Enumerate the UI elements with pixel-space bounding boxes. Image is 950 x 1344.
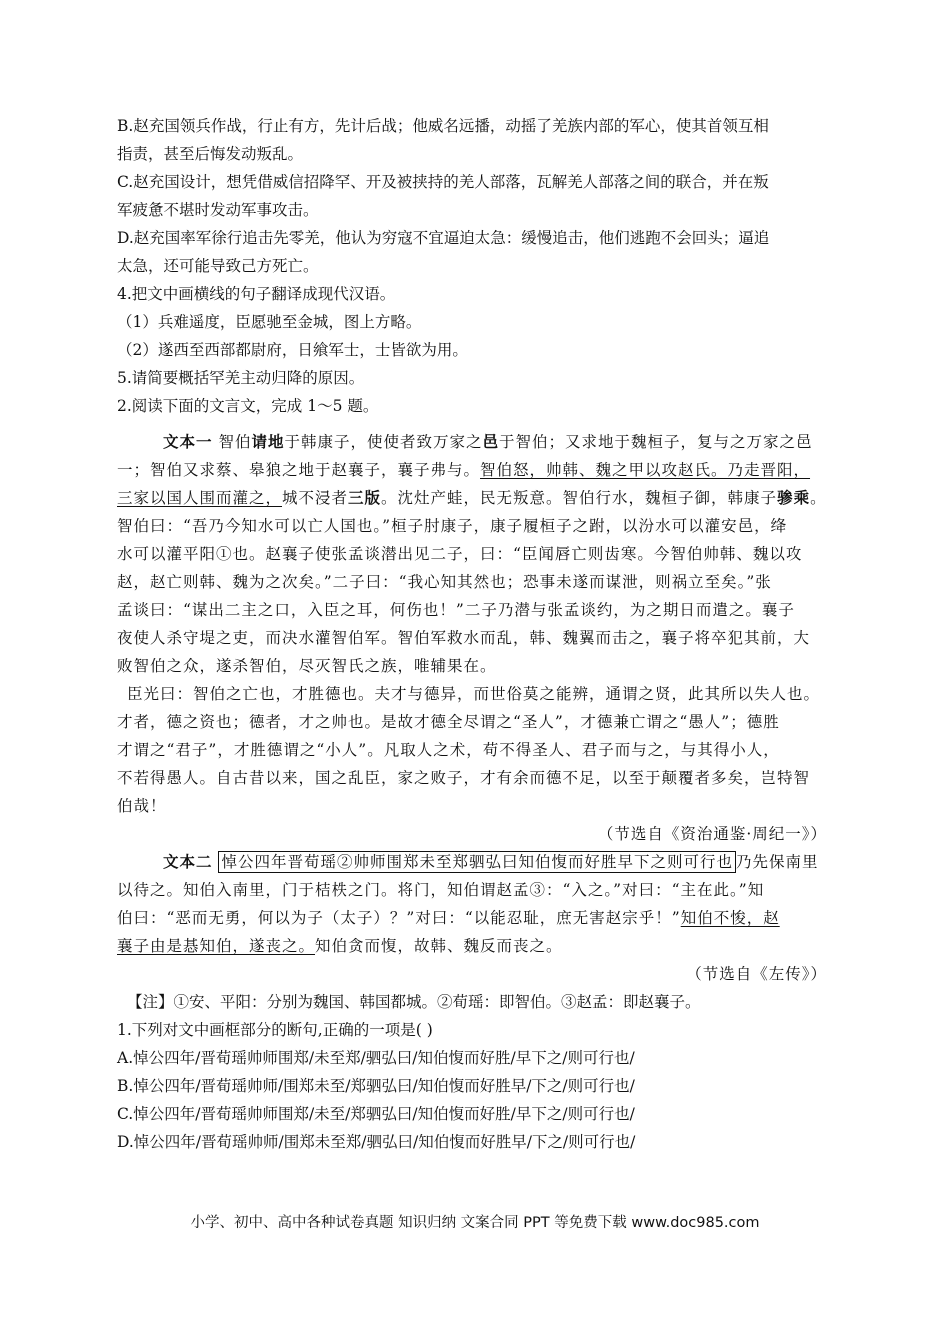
text1-para2-line-2: 才者，德之资也；德者，才之帅也。是故才德全尽谓之“圣人”，才德兼亡谓之“愚人”；德胜: [117, 713, 780, 731]
text2-line-4: 襄子由是惎知伯，遂丧之。知伯贪而愎，故韩、魏反而丧之。: [117, 937, 563, 955]
question-1-stem: 1.下列对文中画框部分的断句,正确的一项是( ): [117, 1021, 433, 1039]
underlined-sentence: 智伯怒，帅韩、魏之甲以攻赵氏。乃走晋阳，: [480, 461, 811, 479]
option-c-line-1: C.赵充国设计，想凭借威信招降罕、开及被挟持的羌人部落，瓦解羌人部落之间的联合，并在叛: [117, 173, 769, 191]
underlined-sentence: 知伯不悛，赵: [680, 909, 780, 927]
question-5-stem: 5.请简要概括罕羌主动归降的原因。: [117, 369, 365, 387]
text2-label: 文本二: [163, 852, 213, 871]
question-1-option-c[interactable]: C.悼公四年/晋荀瑶帅师围郑/未至/郑驷弘曰/知伯愎而好胜/早下之/则可行也/: [117, 1105, 635, 1123]
text1-para2-line-1: 臣光曰：智伯之亡也，才胜德也。夫才与德异，而世俗莫之能辨，通谓之贤，此其所以失人也。: [127, 685, 821, 703]
option-b-line-2: 指责，甚至后悔发动叛乱。: [117, 145, 304, 163]
page-footer: 小学、初中、高中各种试卷真题 知识归纳 文案合同 PPT 等免费下载 www.doc985.com: [190, 1215, 760, 1231]
question-4-sentence-2: （2）遂西至西部都尉府，日飨军士，士皆欲为用。: [117, 341, 468, 359]
question-4-stem: 4.把文中画横线的句子翻译成现代汉语。: [117, 285, 396, 303]
text1-line-7: 孟谈曰：“谋出二主之口，入臣之耳，何伤也！”二子乃潜与张孟谈约，为之期日而遣之。襄子: [117, 601, 795, 619]
text2-line-3: 伯曰：“恶而无勇，何以为子（太子）？”对曰：“以能忍耻，庶无害赵宗乎！”知伯不悛，赵: [117, 909, 780, 927]
question-1-option-d[interactable]: D.悼公四年/晋荀瑶帅师/围郑未至郑/驷弘曰/知伯愎而好胜早/下之/则可行也/: [117, 1133, 636, 1151]
text1-line-8: 夜使人杀守堤之吏，而决水灌智伯军。智伯军救水而乱，韩、魏翼而击之，襄子将卒犯其前，大: [117, 629, 811, 647]
annotation-note: 【注】①安、平阳：分别为魏国、韩国都城。②荀瑶：即智伯。③赵孟：即赵襄子。: [127, 993, 701, 1011]
text2-line-1: 文本二 悼公四年晋荀瑶②帅师围郑未至郑驷弘曰知伯愎而好胜早下之则可行也 乃先保南里: [163, 852, 819, 871]
option-d-line-2: 太急，还可能导致己方死亡。: [117, 257, 319, 275]
text2-source: （节选自《左传》）: [686, 965, 827, 983]
text1-para2-line-3: 才谓之“君子”，才胜德谓之“小人”。凡取人之术，苟不得圣人、君子而与之，与其得小人，: [117, 741, 780, 759]
text2-line-2: 以待之。知伯入南里，门于桔柣之门。将门，知伯谓赵孟③：“入之。”对曰：“主在此。”知: [117, 881, 765, 899]
page-content: [117, 112, 837, 1156]
text1-para2-line-5: 伯哉！: [117, 797, 167, 815]
text1-label: 文本一: [163, 432, 213, 451]
question-1-option-a[interactable]: A.悼公四年/晋荀瑶帅师围郑/未至郑/驷弘曰/知伯愎而好胜/早下之/则可行也/: [117, 1049, 635, 1067]
text1-para2-line-4: 不若得愚人。自古昔以来，国之乱臣，家之败子，才有余而德不足，以至于颠覆者多矣，岂特智: [117, 769, 811, 787]
option-c-line-2: 军疲惫不堪时发动军事攻击。: [117, 201, 319, 219]
text1-line-4: 智伯曰：“吾乃今知水可以亡人国也。”桓子肘康子，康子履桓子之跗，以汾水可以灌安邑，绛: [117, 517, 788, 535]
text1-line-2: 一；智伯又求蔡、皋狼之地于赵襄子，襄子弗与。智伯怒，帅韩、魏之甲以攻赵氏。乃走晋阳，: [117, 461, 811, 479]
text1-source: （节选自《资治通鉴·周纪一》）: [597, 825, 827, 843]
text1-line-1: 文本一 智伯请地于韩康子，使使者致万家之邑于智伯；又求地于魏桓子，复与之万家之邑: [163, 432, 813, 451]
question-4-sentence-1: （1）兵难遥度，臣愿驰至金城，图上方略。: [117, 313, 422, 331]
section-2-intro: 2.阅读下面的文言文，完成 1～5 题。: [117, 397, 379, 415]
underlined-sentence: 三家以国人围而灌之，: [117, 489, 283, 507]
text1-line-5: 水可以灌平阳①也。赵襄子使张孟谈潜出见二子，曰：“臣闻唇亡则齿寒。今智伯帅韩、魏以攻: [117, 545, 803, 563]
text1-line-9: 败智伯之众，遂杀智伯，尽灭智氏之族，唯辅果在。: [117, 657, 497, 675]
option-b-line-1: B.赵充国领兵作战，行止有方，先计后战；他威名远播，动摇了羌族内部的军心，使其首领互相: [117, 117, 769, 135]
boxed-passage: 悼公四年晋荀瑶②帅师围郑未至郑驷弘曰知伯愎而好胜早下之则可行也: [218, 851, 736, 873]
text1-line-6: 赵，赵亡则韩、魏为之次矣。”二子曰：“我心知其然也；恐事未遂而谋泄，则祸立至矣。”张: [117, 573, 772, 591]
option-d-line-1: D.赵充国率军徐行追击先零羌，他认为穷寇不宜逼迫太急：缓慢追击，他们逃跑不会回头；逼追: [117, 229, 770, 247]
question-1-option-b[interactable]: B.悼公四年/晋荀瑶帅师/围郑未至/郑驷弘曰/知伯愎而好胜早/下之/则可行也/: [117, 1077, 635, 1095]
underlined-sentence: 襄子由是惎知伯，遂丧之。: [117, 937, 316, 955]
text1-line-3: 三家以国人围而灌之，城不浸者三版。沈灶产蛙，民无叛意。智伯行水，魏桓子御，韩康子骖乘。: [117, 488, 827, 507]
